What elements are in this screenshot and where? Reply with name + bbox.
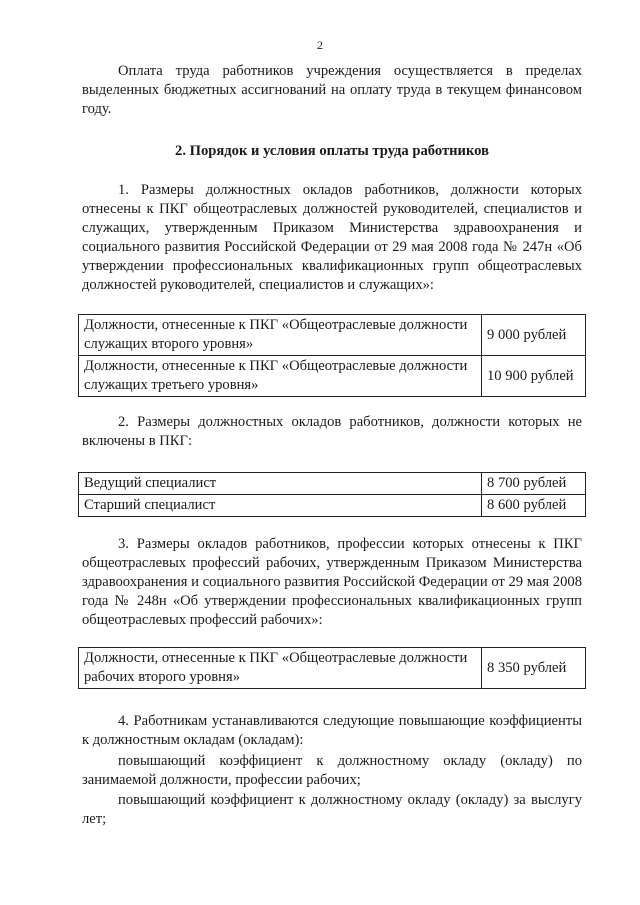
table-cell-label: Должности, отнесенные к ПКГ «Общеотраслевые должности рабочих второго уровня» bbox=[79, 648, 482, 689]
paragraph-1: 1. Размеры должностных окладов работников, должности которых отнесены к ПКГ общеотраслевых должностей руководителей, специалистов и служащих, утвержденным Приказом Министерства здравоохранения и социального развития Российской Федерации от 29 мая 2008 года № 247н «Об утверждении профессиональных квалификационных групп общеотраслевых должностей руководителей, специалистов и служащих»: bbox=[82, 182, 582, 293]
paragraph-3: 3. Размеры окладов работников, профессии которых отнесены к ПКГ общеотраслевых профессий рабочих, утвержденным Приказом Министерства здравоохранения и социального развития Российской Федерации от 29 мая 2008 года № 248н «Об утверждении профессиональных квалификационных групп общеотраслевых профессий рабочих»: bbox=[82, 536, 582, 628]
table-cell-value: 8 350 рублей bbox=[482, 648, 586, 689]
table-row bbox=[79, 495, 586, 517]
table-cell-label: Должности, отнесенные к ПКГ «Общеотраслевые должности служащих третьего уровня» bbox=[79, 356, 482, 397]
salary-table-3 bbox=[78, 647, 586, 689]
table-cell-value: 10 900 рублей bbox=[482, 356, 586, 397]
table-cell-label: Должности, отнесенные к ПКГ «Общеотраслевые должности служащих второго уровня» bbox=[79, 315, 482, 356]
paragraph-2: 2. Размеры должностных окладов работников, должности которых не включены в ПКГ: bbox=[82, 414, 582, 449]
table-row bbox=[79, 356, 586, 397]
salary-table-1 bbox=[78, 314, 586, 397]
table-cell-label: Ведущий специалист bbox=[79, 473, 482, 495]
paragraph-6: повышающий коэффициент к должностному окладу (окладу) за выслугу лет; bbox=[82, 792, 582, 827]
table-cell-label: Старший специалист bbox=[79, 495, 482, 517]
paragraph-5: повышающий коэффициент к должностному окладу (окладу) по занимаемой должности, профессии рабочих; bbox=[82, 753, 582, 788]
page-number: 2 bbox=[317, 38, 323, 52]
salary-table-2 bbox=[78, 472, 586, 517]
paragraph-4: 4. Работникам устанавливаются следующие повышающие коэффициенты к должностным окладам (окладам): bbox=[82, 713, 582, 748]
section-heading: 2. Порядок и условия оплаты труда работников bbox=[175, 143, 489, 159]
table-row bbox=[79, 473, 586, 495]
intro-paragraph: Оплата труда работников учреждения осуществляется в пределах выделенных бюджетных ассигнований на оплату труда в текущем финансовом году. bbox=[82, 63, 582, 117]
table-cell-value: 8 700 рублей bbox=[482, 473, 586, 495]
table-row bbox=[79, 648, 586, 689]
table-cell-value: 9 000 рублей bbox=[482, 315, 586, 356]
table-cell-value: 8 600 рублей bbox=[482, 495, 586, 517]
table-row bbox=[79, 315, 586, 356]
